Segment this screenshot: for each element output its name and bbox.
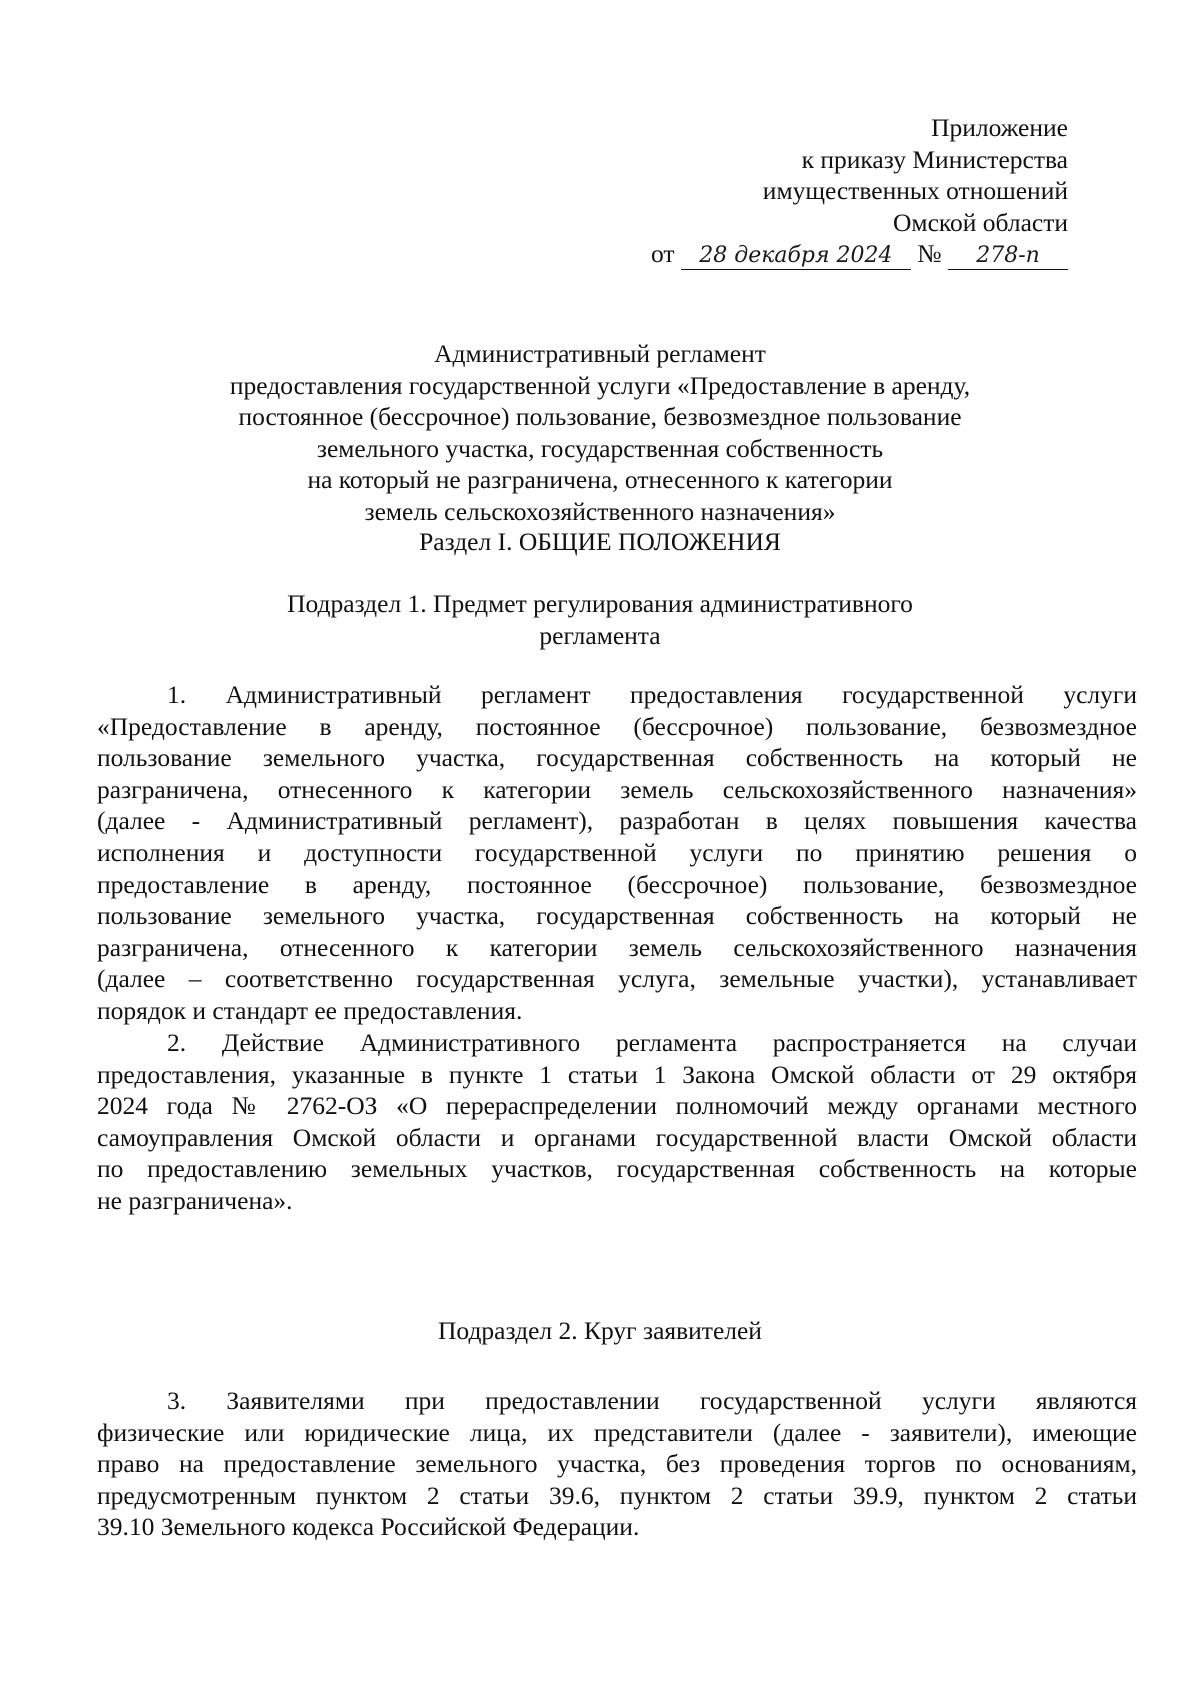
section-heading — [140, 526, 1060, 558]
paragraph-line: 2024 года № 2762-ОЗ «О перераспределении полномочий между органами местного — [97, 1091, 1137, 1121]
appendix-line: Приложение — [931, 113, 1068, 142]
paragraph-line: 1. Административный регламент предоставления государственной услуги — [167, 680, 1137, 709]
document-title — [140, 338, 1060, 528]
paragraph-line: по предоставлению земельных участков, государственная собственность на которые — [97, 1154, 1137, 1184]
paragraph-line: пользование земельного участка, государственная собственность на который не — [97, 743, 1137, 773]
subsection-heading-line: регламента — [539, 620, 661, 650]
handwritten-order-number: 278-п — [948, 243, 1068, 270]
appendix-line: Омской области — [893, 207, 1068, 237]
appendix-line: имущественных отношений — [762, 176, 1068, 206]
title-line: земель сельскохозяйственного назначения» — [364, 496, 836, 526]
paragraph-line: 3. Заявителями при предоставлении государственной услуги являются — [167, 1386, 1137, 1415]
paragraph-line: (далее - Административный регламент), разработан в целях повышения качества — [97, 806, 1137, 836]
paragraph-line: не разграничена». — [97, 1185, 293, 1215]
title-line: земельного участка, государственная собственность — [316, 433, 884, 463]
paragraph-line: право на предоставление земельного участка, без проведения торгов по основаниям, — [97, 1449, 1137, 1479]
subsection-heading — [140, 1315, 1060, 1347]
appendix-line: к приказу Министерства — [801, 144, 1068, 174]
appendix-block — [651, 112, 1068, 270]
title-line: постоянное (бессрочное) пользование, безвозмездное пользование — [238, 402, 962, 432]
paragraph-line: порядок и стандарт ее предоставления. — [97, 995, 523, 1025]
paragraph-line: самоуправления Омской области и органами государственной власти Омской области — [97, 1122, 1137, 1152]
paragraph-line: 2. Действие Административного регламента распространяется на случаи — [167, 1028, 1137, 1057]
order-date-line — [651, 238, 1068, 270]
subsection-heading — [140, 588, 1060, 651]
date-prefix: от — [650, 239, 675, 269]
handwritten-date: 28 декабря 2024 — [681, 243, 911, 270]
paragraph-3 — [97, 1385, 1137, 1543]
paragraph-line: «Предоставление в аренду, постоянное (бессрочное) пользование, безвозмездное — [97, 711, 1137, 741]
paragraph-line: предусмотренным пунктом 2 статьи 39.6, пунктом 2 статьи 39.9, пунктом 2 статьи — [97, 1480, 1137, 1510]
title-line: на который не разграничена, отнесенного к категории — [307, 465, 893, 495]
paragraph-line: 39.10 Земельного кодекса Российской Федерации. — [97, 1512, 640, 1542]
paragraph-line: исполнения и доступности государственной услуги по принятию решения о — [97, 837, 1137, 867]
paragraph-line: предоставления, указанные в пункте 1 статьи 1 Закона Омской области от 29 октября — [97, 1059, 1137, 1089]
paragraph-line: предоставление в аренду, постоянное (бессрочное) пользование, безвозмездное — [97, 869, 1137, 899]
paragraph-1 — [97, 679, 1137, 1027]
paragraph-line: пользование земельного участка, государственная собственность на который не — [97, 901, 1137, 931]
paragraph-line: физические или юридические лица, их представители (далее - заявители), имеющие — [97, 1417, 1137, 1447]
title-line: Административный регламент — [434, 339, 766, 368]
paragraph-2 — [97, 1027, 1137, 1217]
number-sign: № — [917, 239, 942, 269]
section-heading-text: Раздел I. ОБЩИЕ ПОЛОЖЕНИЯ — [419, 527, 781, 556]
paragraph-line: разграничена, отнесенного к категории земель сельскохозяйственного назначения — [97, 932, 1137, 962]
paragraph-line: разграничена, отнесенного к категории земель сельскохозяйственного назначения» — [97, 774, 1137, 804]
title-line: предоставления государственной услуги «Предоставление в аренду, — [229, 370, 971, 400]
paragraph-line: (далее – соответственно государственная услуга, земельные участки), устанавливает — [97, 964, 1137, 994]
subsection-heading-line: Подраздел 1. Предмет регулирования административного — [287, 589, 913, 618]
subsection-heading-text: Подраздел 2. Круг заявителей — [438, 1316, 762, 1345]
